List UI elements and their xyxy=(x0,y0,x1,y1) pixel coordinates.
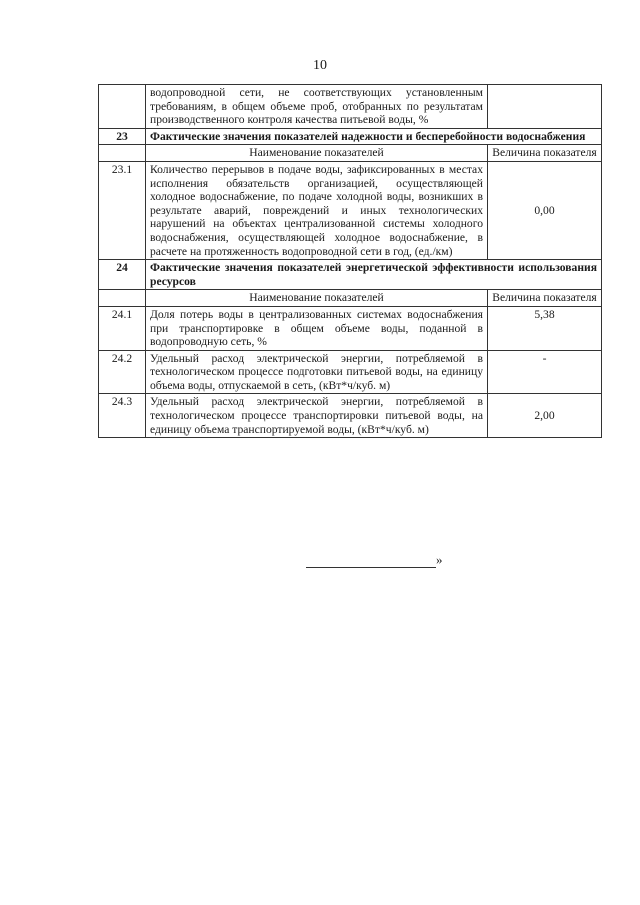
row-name: Удельный расход электрической энергии, потребляемой в технологическом процессе подготовки питьевой воды, на единицу объема воды, отпускаемой в сеть, (кВт*ч/куб. м) xyxy=(146,350,488,394)
column-header-row xyxy=(99,290,602,307)
section-number: 23 xyxy=(99,128,146,145)
page-number: 10 xyxy=(313,58,327,73)
row-value: 0,00 xyxy=(488,161,602,259)
table-row-continuation xyxy=(99,85,602,129)
table-row xyxy=(99,350,602,394)
section-title: Фактические значения показателей надежности и бесперебойности водоснабжения xyxy=(146,128,602,145)
row-value: - xyxy=(488,350,602,394)
row-value: 5,38 xyxy=(488,306,602,350)
row-name: Доля потерь воды в централизованных системах водоснабжения при транспортировке в общем объеме воды, поданной в водопроводную сеть, % xyxy=(146,306,488,350)
closing-quote: » xyxy=(436,552,443,567)
row-number: 24.1 xyxy=(99,306,146,350)
column-header-value: Величина показателя xyxy=(488,145,602,162)
section-number: 24 xyxy=(99,260,146,290)
row-number: 24.2 xyxy=(99,350,146,394)
table-row xyxy=(99,161,602,259)
row-name: Количество перерывов в подаче воды, зафиксированных в местах исполнения обязательств организацией, осуществляющей холодное водоснабжение, по подаче холодной воды, возникших в результате аварий, повреждений и иных технологических нарушений на объектах централизованной системы холодного водоснабжения, осуществляющей холодное водоснабжение, в расчете на протяженность водопроводной сети в год, (ед./км) xyxy=(146,161,488,259)
row-value-cell xyxy=(488,85,602,129)
column-header-name: Наименование показателей xyxy=(146,290,488,307)
section-header-23 xyxy=(99,128,602,145)
table-row xyxy=(99,394,602,438)
closing-mark xyxy=(306,552,443,568)
section-title: Фактические значения показателей энергетической эффективности использования ресурсов xyxy=(146,260,602,290)
column-header-row xyxy=(99,145,602,162)
empty-cell xyxy=(99,290,146,307)
row-number-cell xyxy=(99,85,146,129)
closing-underline xyxy=(306,555,436,568)
column-header-name: Наименование показателей xyxy=(146,145,488,162)
column-header-value: Величина показателя xyxy=(488,290,602,307)
indicators-table xyxy=(98,84,602,438)
row-name: Удельный расход электрической энергии, потребляемой в технологическом процессе транспортировки питьевой воды, на единицу объема транспортируемой воды, (кВт*ч/куб. м) xyxy=(146,394,488,438)
row-number: 24.3 xyxy=(99,394,146,438)
table-row xyxy=(99,306,602,350)
row-value: 2,00 xyxy=(488,394,602,438)
continuation-text: водопроводной сети, не соответствующих установленным требованиям, в общем объеме проб, отобранных по результатам производственного контроля качества питьевой воды, % xyxy=(146,85,488,129)
empty-cell xyxy=(99,145,146,162)
section-header-24 xyxy=(99,260,602,290)
row-number: 23.1 xyxy=(99,161,146,259)
